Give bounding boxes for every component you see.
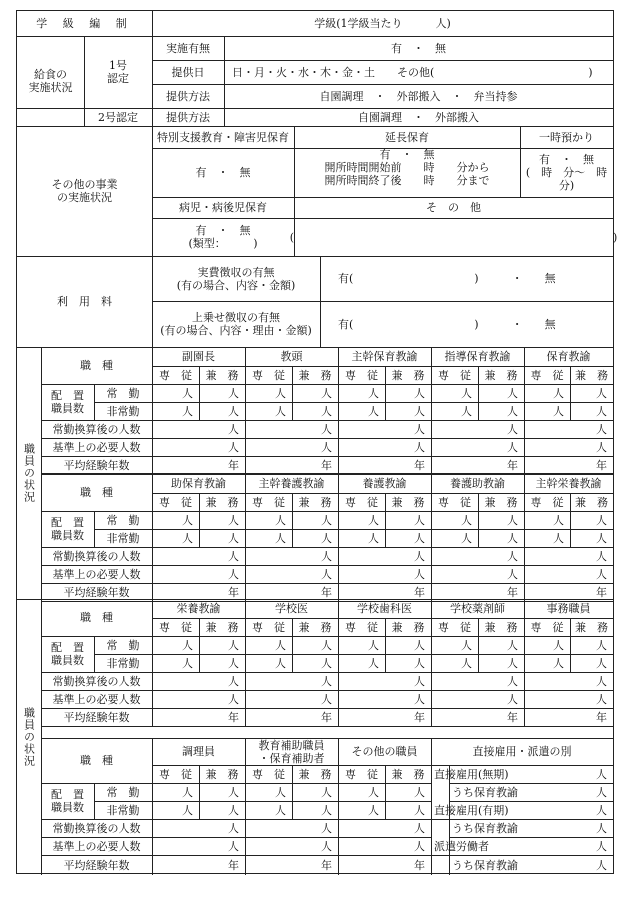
person-unit: 人 [228, 638, 239, 652]
person-unit: 人 [321, 785, 332, 799]
year-unit: 年 [596, 710, 607, 724]
fulltime-label: 常 勤 [106, 386, 140, 400]
kennmu-label: 兼 務 [205, 368, 239, 382]
person-unit: 人 [228, 513, 239, 527]
person-unit: 人 [553, 531, 564, 545]
person-unit: 人 [596, 567, 607, 581]
method-label: 提供方法 [166, 89, 210, 103]
person-unit: 人 [507, 674, 518, 688]
person-unit: 人 [461, 531, 472, 545]
job-title: 学校薬剤師 [450, 602, 505, 615]
job-title: 教頭 [280, 350, 303, 363]
person-unit: 人 [507, 638, 518, 652]
person-unit: 人 [275, 404, 286, 418]
person-unit: 人 [461, 513, 472, 527]
job-title: 養護助教諭 [450, 477, 505, 490]
job-title: 教育補助職員 ・保育補助者 [258, 738, 325, 765]
person-unit: 人 [321, 404, 332, 418]
person-unit: 人 [228, 656, 239, 670]
parttime-label: 非常勤 [106, 656, 140, 670]
person-unit: 人 [321, 839, 332, 853]
person-unit: 人 [596, 638, 607, 652]
person-unit: 人 [182, 656, 193, 670]
person-unit: 人 [414, 638, 425, 652]
senju-label: 専 従 [159, 495, 192, 509]
days-value: 日・月・火・水・木・金・土 その他( ) [232, 65, 593, 79]
person-unit: 人 [228, 386, 239, 400]
person-unit: 人 [553, 656, 564, 670]
kennmu-label: 兼 務 [484, 368, 518, 382]
method-value-1: 自園調理 ・ 外部搬入 ・ 弁当持参 [319, 89, 518, 103]
job-title: 主幹保育教諭 [351, 350, 418, 363]
sick-value: 有 ・ 無 (類型： ) [188, 224, 258, 250]
person-unit: 人 [368, 404, 379, 418]
person-unit: 人 [596, 422, 607, 436]
person-unit: 人 [321, 422, 332, 436]
person-unit: 人 [182, 785, 193, 799]
fulltime-label: 常 勤 [106, 785, 140, 799]
person-unit: 人 [596, 404, 607, 418]
senju-label: 専 従 [345, 368, 378, 382]
senju-label: 専 従 [345, 767, 378, 781]
person-unit: 人 [414, 531, 425, 545]
job-title: 学校歯科医 [357, 602, 412, 615]
job-label: 職 種 [80, 611, 113, 624]
person-unit: 人 [596, 656, 607, 670]
year-unit: 年 [507, 585, 518, 599]
person-unit: 人 [321, 567, 332, 581]
avg-years-label: 平均経験年数 [63, 458, 130, 472]
person-unit: 人 [596, 839, 607, 853]
person-unit: 人 [507, 440, 518, 454]
person-unit: 人 [321, 513, 332, 527]
person-unit: 人 [414, 674, 425, 688]
parttime-label: 非常勤 [106, 531, 140, 545]
fee-section-label: 利 用 料 [57, 295, 112, 308]
temp-value: 有 ・ 無 ( 時 分～ 時 分) [525, 153, 608, 192]
person-unit: 人 [368, 785, 379, 799]
year-unit: 年 [596, 458, 607, 472]
person-unit: 人 [596, 821, 607, 835]
senju-label: 専 従 [530, 620, 564, 634]
of-which-teacher: うち保育教諭 [452, 821, 518, 835]
cert2-label: 2号認定 [98, 110, 138, 124]
senju-label: 専 従 [159, 368, 192, 382]
person-unit: 人 [414, 803, 425, 817]
parttime-label: 非常勤 [106, 803, 140, 817]
person-unit: 人 [461, 386, 472, 400]
person-unit: 人 [507, 567, 518, 581]
person-unit: 人 [596, 803, 607, 817]
required-label: 基準上の必要人数 [52, 839, 141, 853]
senju-label: 専 従 [345, 620, 378, 634]
other-section-label: その他の事業 の実施状況 [51, 178, 118, 204]
direct-unlimited: 直接雇用(無期) [434, 767, 509, 781]
person-unit: 人 [321, 821, 332, 835]
person-unit: 人 [596, 767, 607, 781]
extended-close: 開所時間終了後 時 分まで [324, 174, 490, 187]
others-label: そ の 他 [426, 201, 481, 214]
job-title: 指導保育教諭 [444, 350, 511, 363]
extra-label: 上乗せ徴収の有無 (有の場合、内容・理由・金額) [160, 311, 312, 337]
kennmu-label: 兼 務 [298, 767, 332, 781]
senju-label: 専 従 [252, 368, 285, 382]
person-unit: 人 [321, 386, 332, 400]
year-unit: 年 [414, 458, 425, 472]
person-unit: 人 [368, 513, 379, 527]
special-label: 特別支援教育・障害児保育 [157, 130, 289, 144]
year-unit: 年 [414, 710, 425, 724]
year-unit: 年 [321, 585, 332, 599]
placement-label: 配 置 職員数 [51, 641, 84, 667]
avg-years-label: 平均経験年数 [63, 858, 130, 872]
person-unit: 人 [321, 440, 332, 454]
person-unit: 人 [507, 422, 518, 436]
person-unit: 人 [553, 386, 564, 400]
person-unit: 人 [553, 638, 564, 652]
of-which-teacher: うち保育教諭 [452, 858, 518, 872]
person-unit: 人 [368, 803, 379, 817]
person-unit: 人 [321, 692, 332, 706]
person-unit: 人 [507, 404, 518, 418]
parttime-label: 非常勤 [106, 404, 140, 418]
person-unit: 人 [414, 656, 425, 670]
person-unit: 人 [228, 803, 239, 817]
person-unit: 人 [275, 531, 286, 545]
job-title: 助保育教諭 [171, 477, 226, 490]
converted-label: 常勤換算後の人数 [52, 422, 141, 436]
year-unit: 年 [228, 858, 239, 872]
year-unit: 年 [228, 458, 239, 472]
placement-label: 配 置 職員数 [51, 788, 84, 814]
method-value-2: 自園調理 ・ 外部搬入 [358, 110, 479, 124]
required-label: 基準上の必要人数 [52, 567, 141, 581]
fulltime-label: 常 勤 [106, 638, 140, 652]
person-unit: 人 [321, 531, 332, 545]
person-unit: 人 [321, 656, 332, 670]
person-unit: 人 [275, 785, 286, 799]
kennmu-label: 兼 務 [298, 368, 332, 382]
person-unit: 人 [507, 386, 518, 400]
kennmu-label: 兼 務 [205, 767, 239, 781]
kennmu-label: 兼 務 [484, 620, 518, 634]
staff-section-label-1: 職員の状況 [22, 443, 36, 503]
dispatched: 派遣労働者 [434, 839, 489, 853]
job-title: 副園長 [182, 350, 215, 363]
person-unit: 人 [414, 404, 425, 418]
person-unit: 人 [461, 638, 472, 652]
person-unit: 人 [368, 638, 379, 652]
person-unit: 人 [414, 567, 425, 581]
senju-label: 専 従 [530, 368, 564, 382]
person-unit: 人 [321, 549, 332, 563]
job-title: 主幹養護教諭 [258, 477, 325, 490]
of-which-teacher: うち保育教諭 [452, 785, 518, 799]
person-unit: 人 [275, 513, 286, 527]
person-unit: 人 [553, 513, 564, 527]
employment-header: 直接雇用・派遣の別 [472, 745, 572, 758]
senju-label: 専 従 [345, 495, 378, 509]
person-unit: 人 [228, 567, 239, 581]
method-label-2: 提供方法 [166, 110, 210, 124]
senju-label: 専 従 [159, 620, 192, 634]
person-unit: 人 [414, 386, 425, 400]
special-value: 有 ・ 無 [195, 166, 251, 179]
person-unit: 人 [182, 404, 193, 418]
converted-label: 常勤換算後の人数 [52, 549, 141, 563]
person-unit: 人 [368, 386, 379, 400]
person-unit: 人 [461, 404, 472, 418]
person-unit: 人 [182, 386, 193, 400]
avg-years-label: 平均経験年数 [63, 585, 130, 599]
kennmu-label: 兼 務 [298, 620, 332, 634]
person-unit: 人 [182, 638, 193, 652]
person-unit: 人 [596, 440, 607, 454]
converted-label: 常勤換算後の人数 [52, 674, 141, 688]
job-title: 保育教諭 [546, 350, 591, 363]
required-label: 基準上の必要人数 [52, 440, 141, 454]
extra-value: 有( ) ・ 無 [338, 317, 556, 331]
job-label: 職 種 [80, 359, 113, 372]
person-unit: 人 [228, 692, 239, 706]
days-label: 提供日 [171, 65, 205, 79]
person-unit: 人 [553, 404, 564, 418]
person-unit: 人 [228, 440, 239, 454]
kennmu-label: 兼 務 [575, 620, 608, 634]
kennmu-label: 兼 務 [205, 495, 239, 509]
person-unit: 人 [275, 656, 286, 670]
person-unit: 人 [461, 656, 472, 670]
person-unit: 人 [596, 386, 607, 400]
kennmu-label: 兼 務 [391, 495, 425, 509]
job-title: 栄養教諭 [176, 602, 221, 615]
extended-open: 開所時間開始前 時 分から [324, 161, 490, 174]
required-label: 基準上の必要人数 [52, 692, 141, 706]
impl-label: 実施有無 [166, 41, 210, 55]
kennmu-label: 兼 務 [298, 495, 332, 509]
placement-label: 配 置 職員数 [51, 389, 84, 415]
person-unit: 人 [596, 692, 607, 706]
person-unit: 人 [596, 858, 607, 872]
senju-label: 専 従 [252, 767, 285, 781]
extended-label: 延長保育 [385, 130, 429, 144]
year-unit: 年 [414, 858, 425, 872]
job-label: 職 種 [80, 486, 113, 499]
kennmu-label: 兼 務 [205, 620, 239, 634]
senju-label: 専 従 [438, 368, 471, 382]
fulltime-label: 常 勤 [106, 513, 140, 527]
person-unit: 人 [275, 803, 286, 817]
person-unit: 人 [414, 440, 425, 454]
person-unit: 人 [414, 839, 425, 853]
senju-label: 専 従 [159, 767, 192, 781]
person-unit: 人 [596, 785, 607, 799]
person-unit: 人 [596, 674, 607, 688]
person-unit: 人 [228, 404, 239, 418]
person-unit: 人 [507, 531, 518, 545]
job-title: 主幹栄養教諭 [535, 477, 602, 490]
person-unit: 人 [321, 803, 332, 817]
grid-line [41, 726, 613, 727]
actual-label: 実費徴収の有無 (有の場合、内容・金額) [176, 265, 296, 292]
year-unit: 年 [507, 458, 518, 472]
person-unit: 人 [414, 513, 425, 527]
person-unit: 人 [507, 513, 518, 527]
job-title: 調理員 [182, 745, 215, 758]
person-unit: 人 [228, 821, 239, 835]
kennmu-label: 兼 務 [575, 368, 608, 382]
person-unit: 人 [596, 531, 607, 545]
person-unit: 人 [182, 803, 193, 817]
avg-years-label: 平均経験年数 [63, 710, 130, 724]
person-unit: 人 [321, 638, 332, 652]
grade-label: 学 級 編 制 [36, 17, 133, 30]
year-unit: 年 [507, 710, 518, 724]
impl-value: 有 ・ 無 [391, 41, 446, 55]
kennmu-label: 兼 務 [484, 495, 518, 509]
others-value: ( ) [289, 230, 618, 244]
direct-limited: 直接雇用(有期) [434, 803, 509, 817]
facility-report-form [16, 10, 618, 874]
senju-label: 専 従 [530, 495, 564, 509]
kennmu-label: 兼 務 [575, 495, 608, 509]
year-unit: 年 [414, 585, 425, 599]
staff-section-label-2: 職員の状況 [22, 707, 36, 767]
job-title: その他の職員 [351, 745, 418, 758]
person-unit: 人 [228, 531, 239, 545]
year-unit: 年 [321, 858, 332, 872]
person-unit: 人 [596, 549, 607, 563]
year-unit: 年 [228, 585, 239, 599]
person-unit: 人 [414, 422, 425, 436]
meal-section-label: 給食の 実施状況 [28, 68, 73, 94]
kennmu-label: 兼 務 [391, 620, 425, 634]
senju-label: 専 従 [438, 495, 471, 509]
person-unit: 人 [368, 531, 379, 545]
person-unit: 人 [507, 692, 518, 706]
person-unit: 人 [275, 386, 286, 400]
year-unit: 年 [228, 710, 239, 724]
senju-label: 専 従 [252, 620, 285, 634]
job-title: 事務職員 [546, 602, 591, 615]
job-label: 職 種 [80, 754, 113, 767]
converted-label: 常勤換算後の人数 [52, 821, 141, 835]
person-unit: 人 [228, 674, 239, 688]
person-unit: 人 [368, 656, 379, 670]
temp-label: 一時預かり [539, 130, 594, 144]
placement-label: 配 置 職員数 [51, 516, 84, 542]
actual-value: 有( ) ・ 無 [338, 272, 556, 285]
person-unit: 人 [414, 821, 425, 835]
person-unit: 人 [507, 549, 518, 563]
grade-value: 学級(1学級当たり 人) [314, 17, 451, 30]
year-unit: 年 [321, 458, 332, 472]
cert1-label: 1号 認定 [107, 59, 129, 85]
sick-label: 病児・病後児保育 [179, 201, 267, 214]
person-unit: 人 [228, 549, 239, 563]
person-unit: 人 [182, 531, 193, 545]
person-unit: 人 [182, 513, 193, 527]
person-unit: 人 [228, 422, 239, 436]
job-title: 養護教諭 [362, 477, 407, 490]
year-unit: 年 [596, 585, 607, 599]
kennmu-label: 兼 務 [391, 767, 425, 781]
extended-yesno: 有 ・ 無 [379, 148, 435, 161]
person-unit: 人 [596, 513, 607, 527]
senju-label: 専 従 [438, 620, 471, 634]
person-unit: 人 [228, 785, 239, 799]
senju-label: 専 従 [252, 495, 285, 509]
job-title: 学校医 [275, 602, 308, 615]
person-unit: 人 [228, 839, 239, 853]
year-unit: 年 [321, 710, 332, 724]
person-unit: 人 [414, 549, 425, 563]
person-unit: 人 [321, 674, 332, 688]
person-unit: 人 [414, 785, 425, 799]
person-unit: 人 [507, 656, 518, 670]
kennmu-label: 兼 務 [391, 368, 425, 382]
person-unit: 人 [414, 692, 425, 706]
person-unit: 人 [275, 638, 286, 652]
